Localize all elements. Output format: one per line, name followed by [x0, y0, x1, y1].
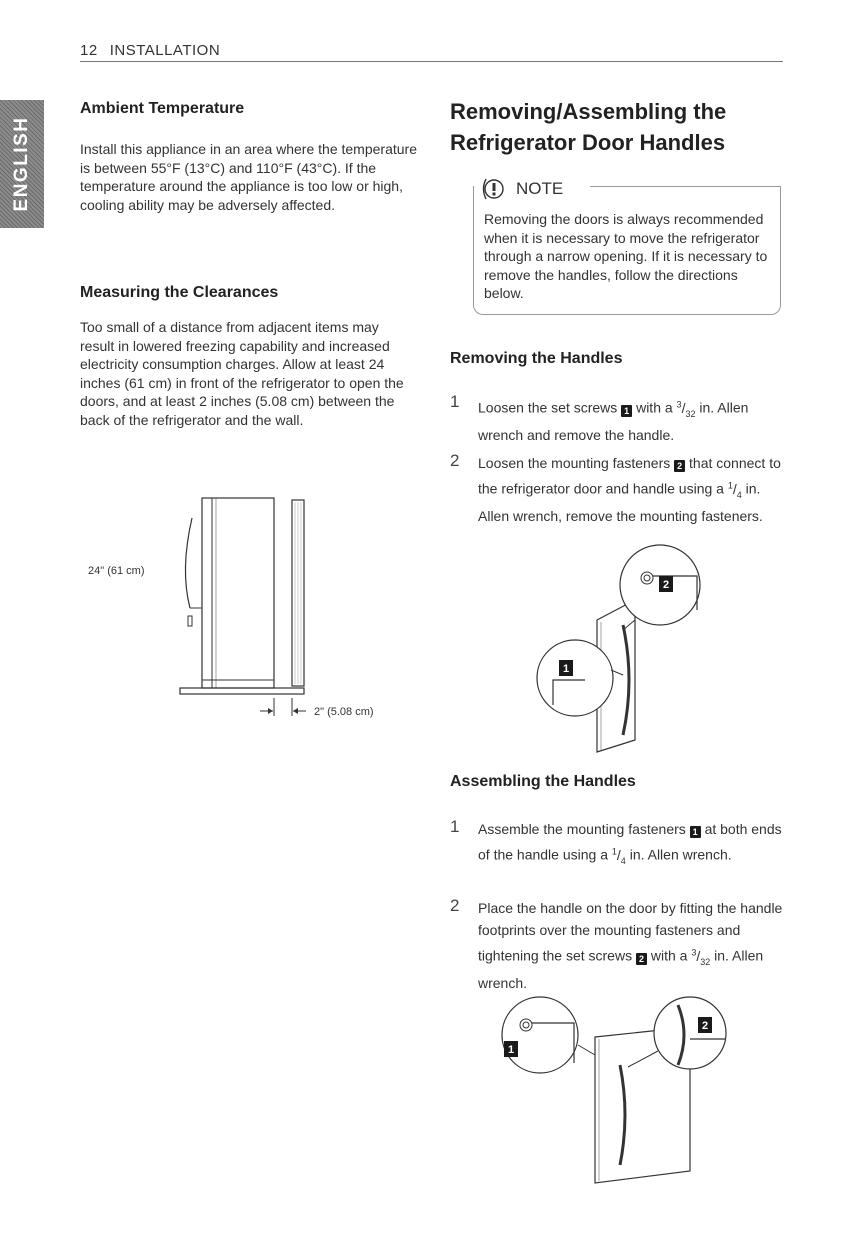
step-text: Assemble the mounting fasteners 1 at both ends of the handle using a $^1/_4$ in. Allen wrench.: [478, 821, 782, 866]
detail-circle-right: [654, 997, 726, 1069]
callout-2-badge: 2: [636, 953, 647, 965]
ambient-temperature-text: Install this appliance in an area where the temperature is between 55°F (13°C) and 110°F (43°C). If the temperature around the appliance is too low or high, cooling ability may be adversely affected.: [80, 141, 417, 213]
note-header: [480, 177, 571, 201]
callout-1-label: 1: [507, 1044, 515, 1056]
handle: [620, 1065, 625, 1165]
step-number: 1: [450, 817, 460, 836]
ambient-temperature-heading: Ambient Temperature: [80, 100, 245, 117]
callout-1-badge: 1: [690, 826, 701, 838]
removing-diagram: [535, 540, 745, 755]
detail-circle-bottom: [537, 640, 613, 716]
caution-icon: [480, 177, 508, 201]
detail-circle-left: [502, 997, 578, 1073]
callout-2-label: 2: [701, 1020, 709, 1032]
step-text: Loosen the set screws 1 with a $^3/_{32}$ in. Allen wrench and remove the handle.: [478, 399, 749, 444]
step-number: 2: [450, 896, 460, 915]
page-number: 12: [80, 42, 98, 59]
assembling-step-2: [450, 897, 783, 994]
clearance-diagram: [80, 490, 440, 720]
removing-heading: Removing the Handles: [450, 350, 623, 367]
note-title: NOTE: [516, 179, 564, 198]
language-tab: [0, 100, 44, 228]
callout-2-label: 2: [662, 579, 670, 591]
note-top-rule: [590, 186, 780, 187]
floor: [180, 688, 304, 694]
header-divider: [80, 61, 783, 62]
callout-1-label: 1: [562, 663, 570, 675]
callout-1-badge: 1: [621, 405, 632, 417]
step-number: 2: [450, 451, 460, 470]
assembling-diagram: [490, 995, 750, 1185]
section-heading-line2: Refrigerator Door Handles: [450, 130, 726, 155]
callout-2-badge: 2: [674, 460, 685, 472]
clearances-text: Too small of a distance from adjacent items may result in lowered freezing capability and increased electricity consumption charges. Allow at least 24 inches (61 cm) in front of the refrigerator to open the doors, and at least 2 inches (5.08 cm) between the back of the refrigerator and the wall.: [80, 319, 404, 428]
step-text: Place the handle on the door by fitting the handle footprints over the mounting fasteners and tightening the set screws 2 with a $^3/_{32}$ in. Allen wrench.: [478, 900, 783, 992]
language-tab-label: ENGLISH: [11, 116, 32, 212]
section-heading-line1: Removing/Assembling the: [450, 99, 727, 124]
assembling-step-1: [450, 818, 783, 871]
back-clearance-label: 2" (5.08 cm): [314, 706, 374, 718]
handle: [623, 625, 629, 735]
section-heading: [450, 96, 726, 158]
step-text: Loosen the mounting fasteners 2 that connect to the refrigerator door and handle using a $^1/_4$ in. Allen wrench, remove the mounting fasteners.: [478, 455, 781, 525]
assembling-heading: Assembling the Handles: [450, 773, 636, 790]
removing-step-2: [450, 452, 783, 527]
clearance-figure: [80, 490, 440, 720]
removing-figure: [535, 540, 745, 755]
front-clearance-label: 24" (61 cm): [88, 565, 145, 577]
fridge-body: [202, 498, 274, 688]
page-header: [80, 42, 220, 59]
clearances-heading: Measuring the Clearances: [80, 284, 279, 301]
note-text: Removing the doors is always recommended when it is necessary to move the refrigerator through a narrow opening. If it is necessary to remove the handles, follow the directions below.: [484, 211, 768, 301]
step-number: 1: [450, 392, 460, 411]
assembling-figure: [490, 995, 750, 1185]
removing-step-1: [450, 393, 783, 446]
door-swing: [185, 518, 192, 608]
section-title: INSTALLATION: [109, 42, 221, 59]
